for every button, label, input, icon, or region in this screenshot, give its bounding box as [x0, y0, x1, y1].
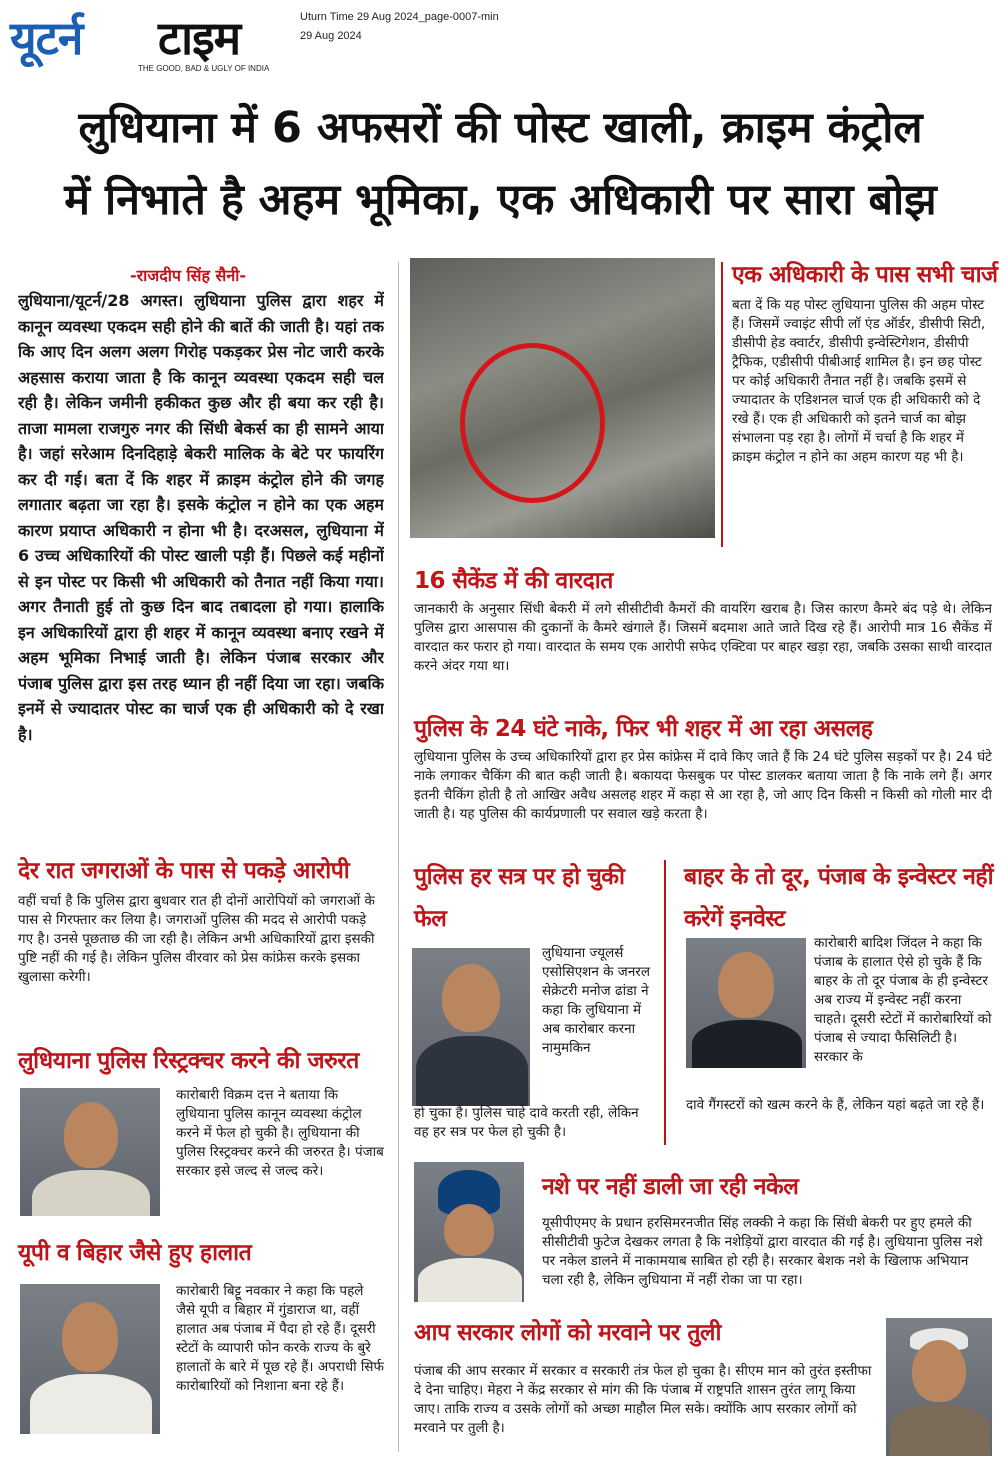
section-body-investors-narrow: कारोबारी बादिश जिंदल ने कहा कि पंजाब के हालात ऐसे हो चुके हैं कि बाहर के तो दूर पंजाब के ही इन्वेस्टर अब राज्य में इन्वेस्ट नहीं करना चाहते। दूसरी स्टेटों में कारोबारियों को पंजाब से ज्यादा फैसिलिटी है। सरकार के	[814, 935, 992, 1065]
section-body-16-seconds: जानकारी के अनुसार सिंधी बेकरी में लगे सीसीटीवी कैमरों की वायरिंग खराब है। जिस कारण कैमरे बंद पड़े थे। लेकिन पुलिस द्वारा आसपास की दुकानों के कैमरे खंगाले हैं। जिसमें बदमाश आते जाते दिख रहे हैं। आरोपी मात्र 16 सैकेंड में वारदात कर फरार हो गया। वारदात के समय एक आरोपी सफेद एक्टिवा पर बाहर खड़ा रहा, जबकि उसका साथी वारदात करने अंदर गया था।	[414, 601, 992, 674]
portrait-head	[442, 964, 500, 1032]
page-headline	[10, 92, 991, 236]
page-meta	[300, 8, 499, 46]
column-separator	[398, 262, 399, 1452]
section-title-police-fail: पुलिस हर सत्र पर हो चुकी फेल	[414, 864, 625, 932]
headline-line-2: में निभाते है अहम भूमिका, एक अधिकारी पर सारा बोझ	[64, 175, 937, 225]
logo-part-1: यूटर्न	[10, 11, 83, 65]
section-title-restructure: लुधियाना पुलिस रिस्ट्रक्चर करने की जरुरत	[18, 1048, 359, 1074]
column-divider	[721, 262, 723, 547]
headline-line-1: लुधियाना में 6 अफसरों की पोस्ट खाली, क्राइम कंट्रोल	[78, 103, 923, 153]
main-story-body: लुधियाना/यूटर्न/28 अगस्त। लुधियाना पुलिस द्वारा शहर में कानून व्यवस्था एकदम सही होने की बातें की जाती है। यहां तक कि आए दिन अलग अलग गिरोह पकड़कर प्रेस नोट जारी करके अहसास कराया जाता है कि कानून व्यवस्था एकदम सही चल रही है। लेकिन जमीनी हकीकत कुछ और ही बया कर रही है। ताजा मामला राजगुरु नगर की सिंधी बेकर्स का ही सामने आया है। जहां सरेआम दिनदिहाड़े बेकरी मालिक के बेटे पर फायरिंग कर दी गई। बता दें कि शहर में क्राइम कंट्रोल होने की जगह लगातार बढ़ता जा रहा है। इसके कंट्रोल न होने का एक अहम कारण प्रयाप्त अधिकारी न होना भी है। दरअसल, लुधियाना में 6 उच्च अधिकारियों की पोस्ट खाली पड़ी हैं। पिछले कई महीनों से इन पोस्ट पर किसी भी अधिकारी को तैनात नहीं किया गया। अगर तैनाती हुई तो कुछ दिन बाद तबादला हो गया। हालाकि इन अधिकारियों द्वारा ही शहर में कानून व्यवस्था बनाए रखने में अहम भूमिका निभाई जाती है। लेकिन पंजाब सरकार और पंजाब पुलिस द्वारा इस तरह ध्यान ही नहीं दिया जा रहा। जबकि इनमें से ज्यादातर पोस्ट का चार्ज एक ही अधिकारी को दे रखा है।	[18, 291, 384, 744]
badish-jindal-photo	[686, 938, 806, 1068]
portrait-head	[62, 1302, 118, 1372]
highlight-circle	[460, 343, 605, 503]
logo-part-2: टाइम	[158, 11, 241, 65]
mehra-photo	[886, 1318, 992, 1456]
section-body-police-fail-wide: हो चुका है। पुलिस चाहे दावे करती रही, लेकिन वह हर सत्र पर फेल हो चुकी है।	[414, 1105, 639, 1140]
section-body-drugs: यूसीपीएमए के प्रधान हरसिमरनजीत सिंह लक्की ने कहा कि सिंधी बेकरी पर हुए हमले की सीसीटीवी फुटेज देखकर लगता है कि नशेड़ियों द्वारा वारदात की गई है। लुधियाना पुलिस नशे पर नकेल डालने में नाकामयाब साबित हो रही है। सरकार बेशक नशे के खिलाफ अभियान चला रही है, लेकिन लुधियाना में नहीं रोका जा पा रहा।	[542, 1215, 983, 1288]
portrait-body	[416, 1036, 528, 1106]
section-body-jagraon: वहीं चर्चा है कि पुलिस द्वारा बुधवार रात ही दोनों आरोपियों को जगराओं के पास से गिरफ्तार कर लिया है। जगराओं पुलिस की मदद से आरोपी पकड़े गए है। उनसे पूछताछ की जा रही है। लेकिन अभी अधिकारियों द्वारा इसकी पुष्टि नहीं की गई है। लेकिन पुलिस वीरवार को प्रेस कांफ्रेस करके इसका खुलासा करेगी।	[18, 893, 375, 985]
cctv-photo	[410, 258, 715, 538]
section-title-charge: एक अधिकारी के पास सभी चार्ज	[732, 262, 998, 288]
masthead-logo	[8, 6, 298, 73]
portrait-body	[30, 1374, 152, 1434]
section-title-drugs: नशे पर नहीं डाली जा रही नकेल	[542, 1174, 799, 1200]
section-body-police-fail-narrow: लुधियाना ज्यूलर्स एसोसिएशन के जनरल सेक्रेटरी मनोज ढांडा ने कहा कि लुधियाना में अब कारोबार करना नामुमकिन	[542, 945, 650, 1056]
column-divider	[664, 860, 666, 1145]
portrait-body	[418, 1258, 522, 1302]
manoj-dhanda-photo	[412, 948, 530, 1106]
file-name: Uturn Time 29 Aug 2024_page-0007-min	[300, 11, 499, 23]
section-body-charge: बता दें कि यह पोस्ट लुधियाना पुलिस की अहम पोस्ट हैं। जिसमें ज्वाइंट सीपी लॉ एंड ऑर्डर, डीसीपी सिटी, डीसीपी हेड क्वार्टर, डीसीपी इन्वेस्टिगेशन, डीसीपी ट्रैफिक, एडीसीपी पीबीआई शामिल है। इन छह पोस्ट पर कोई अधिकारी तैनात नहीं है। जबकि इसमें से ज्यादातर के एडिशनल चार्ज एक ही अधिकारी को दे रखे हैं। एक ही अधिकारी को इतने चार्ज का बोझ संभालना पड़ रहा है। लोगों में चर्चा है कि शहर में क्राइम कंट्रोल न होने का अहम कारण यह भी है।	[732, 297, 986, 465]
section-title-investors: बाहर के तो दूर, पंजाब के इन्वेस्टर नहीं करेगें इनवेस्ट	[684, 864, 994, 932]
issue-date: 29 Aug 2024	[300, 30, 362, 42]
portrait-body	[890, 1404, 990, 1456]
portrait-head	[912, 1340, 966, 1402]
portrait-body	[692, 1020, 802, 1068]
vikram-dutt-photo	[20, 1088, 160, 1216]
section-title-aap: आप सरकार लोगों को मरवाने पर तुली	[414, 1320, 721, 1346]
section-title-checkpoints: पुलिस के 24 घंटे नाके, फिर भी शहर में आ रहा असलह	[414, 716, 873, 742]
section-title-up-bihar: यूपी व बिहार जैसे हुए हालात	[18, 1240, 252, 1266]
portrait-head	[718, 952, 774, 1018]
portrait-head	[64, 1102, 118, 1168]
masthead-tagline: THE GOOD, BAD & UGLY OF INDIA	[138, 64, 270, 73]
byline: -राजदीप सिंह सैनी-	[130, 266, 247, 285]
section-body-investors-wide: दावे गैंगस्टरों को खत्म करने के हैं, लेकिन यहां बढ़ते जा रहे हैं।	[686, 1097, 985, 1113]
section-body-up-bihar: कारोबारी बिट्टू नवकार ने कहा कि पहले जैसे यूपी व बिहार में गुंडाराज था, वहीं हालात अब पंजाब में पैदा हो रहे हैं। दूसरी स्टेटों के व्यापारी फोन करके राज्य के बुरे हालातों के बारे में पूछ रहे हैं। अपराधी सिर्फ कारोबारियों को निशाना बना रहे हैं।	[176, 1283, 384, 1394]
harsimranjit-lucky-photo	[414, 1162, 524, 1302]
section-body-restructure: कारोबारी विक्रम दत्त ने बताया कि लुधियाना पुलिस कानून व्यवस्था कंट्रोल करने में फेल हो चुकी है। लुधियाना की पुलिस रिस्ट्रक्चर करने की जरुरत है। पंजाब सरकार इसे जल्द से जल्द करे।	[176, 1087, 384, 1179]
bittu-navkar-photo	[20, 1284, 160, 1434]
section-title-jagraon: देर रात जगराओं के पास से पकड़े आरोपी	[18, 858, 350, 884]
section-title-16-seconds: 16 सैकेंड में की वारदात	[414, 568, 613, 594]
portrait-head	[444, 1204, 494, 1256]
section-body-checkpoints: लुधियाना पुलिस के उच्च अधिकारियों द्वारा हर प्रेस कांफ्रेस में दावे किए जाते हैं कि 24 घंटे पुलिस सड़कों पर है। 24 घंटे नाके लगाकर चैकिंग की बात कही जाती है। बकायदा फेसबुक पर पोस्ट डालकर बताया जाता है कि नाके लगे हैं। अगर इतनी चैकिंग होती है तो आखिर अवैध असलह शहर में कहा से आ रहा है, जो आए दिन किसी न किसी को गोली मार दी जाती है। यह पुलिस की कार्यप्रणाली पर सवाल खड़े करता है।	[414, 749, 992, 822]
section-body-aap: पंजाब की आप सरकार में सरकार व सरकारी तंत्र फेल हो चुका है। सीएम मान को तुरंत इस्तीफा दे देना चाहिए। मेहरा ने केंद्र सरकार से मांग की कि पंजाब में राष्ट्रपति शासन तुरंत लागू किया जाए। ताकि राज्य व उसके लोगों को अच्छा माहौल मिल सके। क्योंकि आप सरकार लोगों को मरवाने पर तुली है।	[414, 1363, 872, 1436]
portrait-body	[32, 1170, 150, 1216]
